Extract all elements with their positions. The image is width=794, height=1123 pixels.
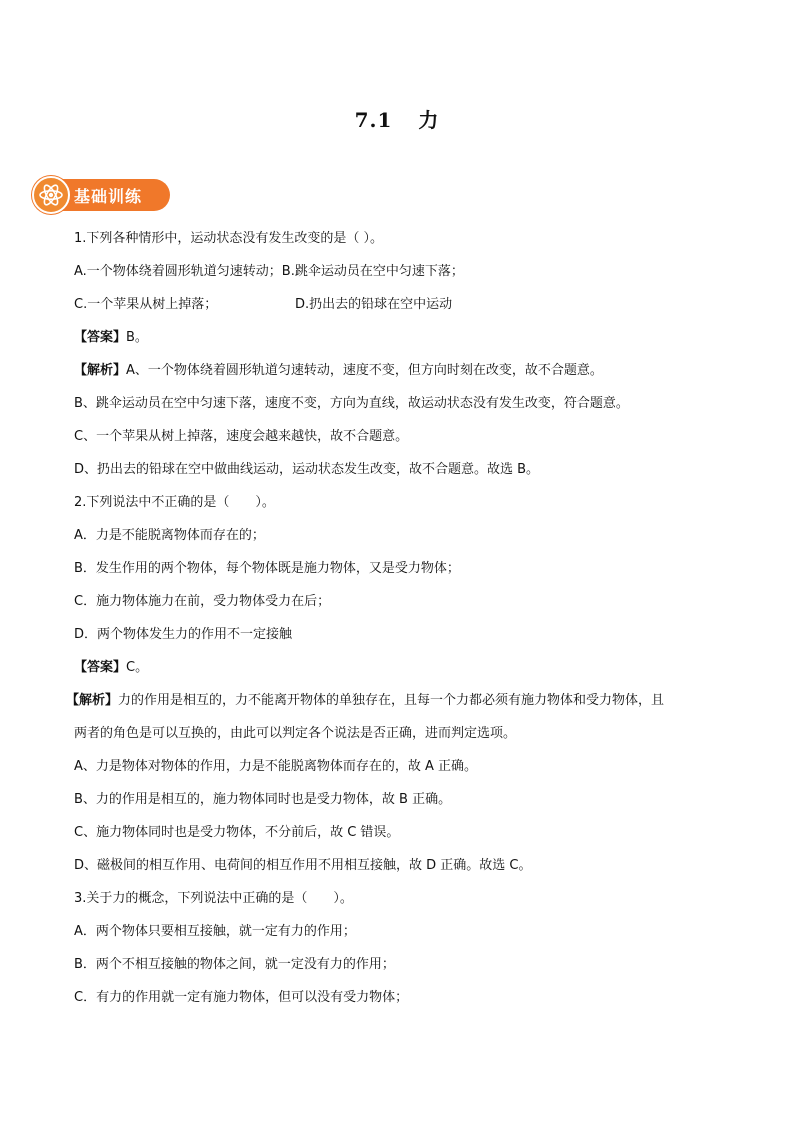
analysis-tag: 【解析】	[74, 363, 127, 378]
question-1-options-cd	[74, 288, 734, 321]
section-title: 力	[418, 108, 440, 132]
analysis-tag: 【解析】	[66, 693, 119, 708]
analysis-text: A、一个物体绕着圆形轨道匀速转动，速度不变，但方向时刻在改变，故不合题意。	[126, 363, 603, 378]
question-2-option-b: B．发生作用的两个物体，每个物体既是施力物体，又是受力物体；	[74, 561, 460, 576]
analysis-2-intro	[66, 684, 734, 717]
analysis-2-c: C、施力物体同时也是受力物体，不分前后，故 C 错误。	[74, 825, 400, 840]
page-title	[0, 104, 794, 133]
question-content	[66, 222, 734, 1014]
answer-text: B。	[126, 330, 148, 345]
atom-icon	[32, 176, 70, 214]
analysis-1-d: D、扔出去的铅球在空中做曲线运动，运动状态发生改变，故不合题意。故选 B。	[74, 462, 540, 477]
question-3-option-b: B．两个不相互接触的物体之间，就一定没有力的作用；	[74, 957, 395, 972]
answer-1	[74, 321, 734, 354]
analysis-2-a: A、力是物体对物体的作用，力是不能脱离物体而存在的，故 A 正确。	[74, 759, 478, 774]
analysis-2-d: D、磁极间的相互作用、电荷间的相互作用不用相互接触，故 D 正确。故选 C。	[74, 858, 532, 873]
section-number: 7.1	[354, 108, 393, 132]
answer-tag: 【答案】	[74, 660, 127, 675]
question-2-option-d: D．两个物体发生力的作用不一定接触	[74, 627, 293, 642]
analysis-2-b: B、力的作用是相互的，施力物体同时也是受力物体，故 B 正确。	[74, 792, 452, 807]
option-c: C.一个苹果从树上掉落；	[74, 297, 218, 312]
answer-2	[74, 651, 734, 684]
question-2-stem: 2.下列说法中不正确的是（ ）。	[74, 495, 275, 510]
section-banner	[32, 176, 170, 214]
analysis-2-intro-cont: 两者的角色是可以互换的，由此可以判定各个说法是否正确，进而判定选项。	[74, 726, 517, 741]
answer-tag: 【答案】	[74, 330, 127, 345]
analysis-1-c: C、一个苹果从树上掉落，速度会越来越快，故不合题意。	[74, 429, 409, 444]
question-1-stem: 1.下列各种情形中，运动状态没有发生改变的是（ ）。	[74, 231, 384, 246]
analysis-1-a	[74, 354, 734, 387]
question-3-option-a: A．两个物体只要相互接触，就一定有力的作用；	[74, 924, 356, 939]
question-2-option-c: C．施力物体施力在前，受力物体受力在后；	[74, 594, 331, 609]
question-3-stem: 3.关于力的概念，下列说法中正确的是（ ）。	[74, 891, 353, 906]
option-d: D.扔出去的铅球在空中运动	[295, 297, 453, 312]
banner-label: 基础训练	[74, 187, 143, 206]
question-2-option-a: A．力是不能脱离物体而存在的；	[74, 528, 265, 543]
analysis-1-b: B、跳伞运动员在空中匀速下落，速度不变，方向为直线，故运动状态没有发生改变，符合题意。	[74, 396, 629, 411]
question-3-option-c: C．有力的作用就一定有施力物体，但可以没有受力物体；	[74, 990, 409, 1005]
answer-text: C。	[126, 660, 149, 675]
analysis-text: 力的作用是相互的，力不能离开物体的单独存在，且每一个力都必须有施力物体和受力物体，且	[118, 693, 665, 708]
question-1-options-ab: A.一个物体绕着圆形轨道匀速转动；B.跳伞运动员在空中匀速下落；	[74, 264, 464, 279]
